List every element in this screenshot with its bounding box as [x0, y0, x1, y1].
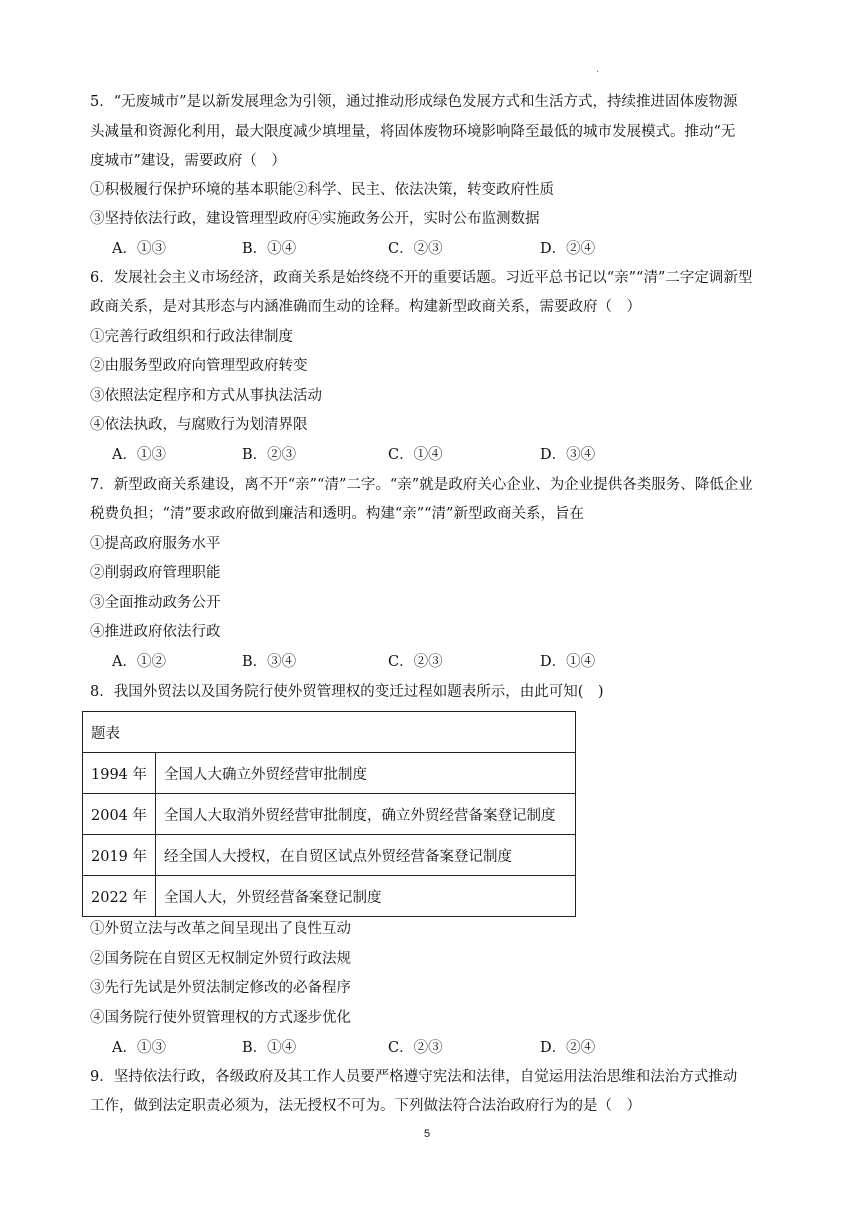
q8-option-d: D．②④	[540, 1040, 596, 1056]
table-year: 2022 年	[83, 876, 156, 917]
q6-stem-line-2: 政商关系，是对其形态与内涵准确而生动的诠释。构建新型政商关系，需要政府（ ）	[90, 299, 641, 315]
table-year: 2019 年	[83, 835, 156, 876]
q6-option-d: D．③④	[540, 447, 596, 463]
table-year: 2004 年	[83, 794, 156, 835]
q8-statement-1: ①外贸立法与改革之间呈现出了良性互动	[90, 921, 351, 937]
table-event: 全国人大，外贸经营备案登记制度	[156, 876, 576, 917]
table-row	[83, 876, 576, 917]
q6-option-a: A．①③	[112, 447, 166, 463]
q6-option-c: C．①④	[388, 447, 443, 463]
q6-stem-line-1: 6．发展社会主义市场经济，政商关系是始终绕不开的重要话题。习近平总书记以“亲”“清”二字定调新型	[90, 270, 753, 286]
q5-stem-line-2: 头减量和资源化利用，最大限度减少填埋量，将固体废物环境影响降至最低的城市发展模式。推动“无	[90, 124, 736, 140]
table-row	[83, 794, 576, 835]
q6-statement-4: ④依法执政，与腐败行为划清界限	[90, 417, 308, 433]
table-year: 1994 年	[83, 753, 156, 794]
q7-stem-line-2: 税费负担；“清”要求政府做到廉洁和透明。构建“亲”“清”新型政商关系，旨在	[90, 506, 584, 522]
q5-option-d: D．②④	[540, 241, 596, 257]
q6-option-b: B．②③	[242, 447, 297, 463]
q5-option-a: A．①③	[112, 241, 166, 257]
q8-option-c: C．②③	[388, 1040, 443, 1056]
table-event: 经全国人大授权，在自贸区试点外贸经营备案登记制度	[156, 835, 576, 876]
q8-table	[82, 711, 576, 917]
page-number: 5	[424, 1128, 431, 1140]
q7-option-b: B．③④	[242, 654, 297, 670]
table-row	[83, 753, 576, 794]
q7-stem-line-1: 7．新型政商关系建设，离不开“亲”“清”二字。“亲”就是政府关心企业、为企业提供各类服务、降低企业	[90, 477, 753, 493]
q5-statement-1: ①积极履行保护环境的基本职能②科学、民主、依法决策，转变政府性质	[90, 182, 554, 198]
table-event: 全国人大确立外贸经营审批制度	[156, 753, 576, 794]
q6-statement-3: ③依照法定程序和方式从事执法活动	[90, 388, 322, 404]
table-event: 全国人大取消外贸经营审批制度，确立外贸经营备案登记制度	[156, 794, 576, 835]
q8-statement-3: ③先行先试是外贸法制定修改的必备程序	[90, 980, 351, 996]
q9-stem-line-2: 工作，做到法定职责必须为，法无授权不可为。下列做法符合法治政府行为的是（ ）	[90, 1098, 641, 1114]
q8-stem-line-1: 8．我国外贸法以及国务院行使外贸管理权的变迁过程如题表所示，由此可知( )	[90, 684, 604, 700]
q7-statement-1: ①提高政府服务水平	[90, 536, 221, 552]
q7-option-d: D．①④	[540, 654, 596, 670]
q7-option-a: A．①②	[112, 654, 166, 670]
q5-stem-line-1: 5．“无废城市”是以新发展理念为引领，通过推动形成绿色发展方式和生活方式，持续推进固体废物源	[90, 94, 738, 110]
q8-statement-2: ②国务院在自贸区无权制定外贸行政法规	[90, 951, 351, 967]
table-caption-row	[83, 712, 576, 753]
q7-option-c: C．②③	[388, 654, 443, 670]
table-row	[83, 835, 576, 876]
q8-option-b: B．①④	[242, 1040, 297, 1056]
q5-option-b: B．①④	[242, 241, 297, 257]
q5-statement-2: ③坚持依法行政，建设管理型政府④实施政务公开，实时公布监测数据	[90, 211, 540, 227]
q7-statement-3: ③全面推动政务公开	[90, 595, 221, 611]
table-caption: 题表	[83, 712, 576, 753]
q8-statement-4: ④国务院行使外贸管理权的方式逐步优化	[90, 1010, 351, 1026]
header-mark: .	[596, 64, 600, 75]
q9-stem-line-1: 9．坚持依法行政，各级政府及其工作人员要严格遵守宪法和法律，自觉运用法治思维和法治方式推动	[90, 1069, 738, 1085]
q6-statement-1: ①完善行政组织和行政法律制度	[90, 329, 293, 345]
q5-stem-line-3: 度城市”建设，需要政府（ ）	[90, 153, 286, 169]
q6-statement-2: ②由服务型政府向管理型政府转变	[90, 358, 308, 374]
q7-statement-4: ④推进政府依法行政	[90, 624, 221, 640]
q8-option-a: A．①③	[112, 1040, 166, 1056]
q5-option-c: C．②③	[388, 241, 443, 257]
q7-statement-2: ②削弱政府管理职能	[90, 565, 221, 581]
